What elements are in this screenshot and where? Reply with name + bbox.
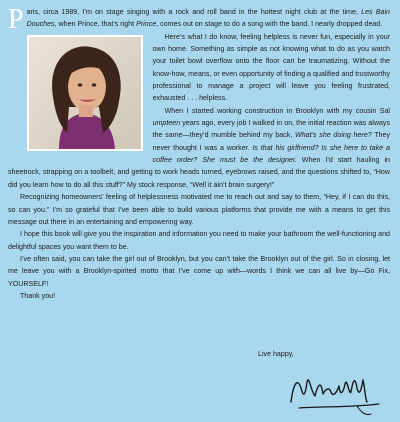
paragraph-text: When I started working construction in Brooklyn with my cousin Sal (164, 106, 390, 115)
paragraph-thanks: Thank you! (20, 291, 56, 300)
paragraph-helpless: Here’s what I do know, feeling helpless is never fun, especially in your own home. Something as simple as not knowing what to do as you watch your toilet bowl overflow onto the floor can be traumatizing. Without the know-how, means, or even opportunity of finding a qualified and trustworthy professional to manage a project will leave you feeling frustrated, exhausted . . . helpless. (152, 32, 390, 103)
drop-cap: P (8, 4, 24, 35)
paragraph-intro (8, 4, 390, 35)
author-portrait-image (29, 37, 141, 149)
emphasis-text: Is that his girlfriend? Is she here to take a coffee order? She must be the designer. (152, 143, 390, 165)
paragraph-text: , comes out on stage to do a song with the band. I nearly dropped dead. (156, 20, 383, 29)
club-name: Les Bain Douches (26, 8, 390, 29)
paragraph-recognizing: Recognizing homeowners’ feeling of helplessness motivated me to reach out and say to them, “Hey, if I can do this, so can you.” I’m so grateful that I’ve been able to build various platforms that provide me with a means to get this message out there in an entertaining and empowering way. (8, 193, 390, 226)
closing-line: Live happy, (258, 350, 294, 358)
author-photo (27, 35, 143, 151)
paragraph-closing: I’ve often said, you can take the girl out of Brooklyn, but you can’t take the Brooklyn out of the girl. So in closing, let me leave you with a Brooklyn-spirited motto that I’ve come up with—words I think we can all live by—Go Fix, YOURSELF! (8, 254, 390, 288)
paragraph-text: When I’d start hauling in sheetrock, strapping on a toolbelt, and getting to work heads turned, eyebrows raised, and the questions shifted to, “How did you learn how to do all this stuff?” My stock response, “Well it ain’t brain surgery!” (8, 156, 390, 189)
paragraph-text: years ago, every job I walked in on, the initial reaction was always the same—they’d mumble behind my back, (152, 119, 390, 140)
handwritten-signature (285, 362, 385, 420)
emphasis-text: What’s she doing here? (295, 131, 372, 140)
paragraph-text: They never thought I was a worker. (152, 131, 390, 152)
artist-name: Prince (136, 20, 157, 29)
paragraph-text: , when Prince, that’s right (54, 20, 137, 29)
emphasis-text: umpteen (152, 119, 181, 128)
paragraph-text: aris, circa 1989, I’m on stage singing with a rock and roll band in the hottest night club at the time, (26, 8, 362, 16)
signoff (0, 344, 400, 422)
paragraph-hope: I hope this book will give you the inspiration and information you need to make your bathroom the well-functioning and delightful spaces you want them to be. (8, 230, 390, 251)
letter-body (8, 6, 390, 302)
